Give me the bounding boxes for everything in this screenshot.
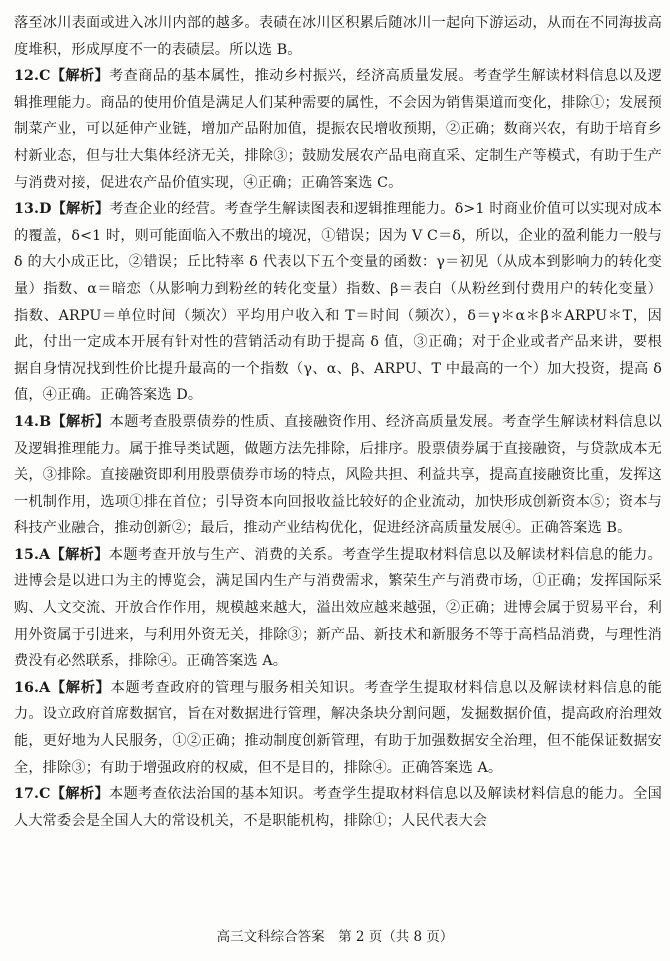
item-tag: 【解析】 (51, 201, 110, 218)
item-text: 本题考查股票债券的性质、直接融资作用、经济高质量发展。考查学生解读材料信息以及逻辑推理能力。属于推导类试题，做题方法先排除，后排序。股票债券属于直接融资，与贷款成本无关，③排除。直接融资即利用股票债券市场的特点，风险共担、利益共享，提高直接融资比重，发挥这一机制作用，选项①排在首位；引导资本向回报收益比较好的企业流动，加快形成创新资本⑤；资本与科技产业融合，推动创新②；最后，推动产业结构优化，促进经济高质量发展④。正确答案选 B。 (14, 413, 663, 537)
answer-item-13 (14, 196, 662, 409)
item-number: 16. (14, 679, 40, 696)
answer-item-14 (14, 409, 662, 542)
item-answer: B (39, 413, 52, 430)
item-text: 本题考查依法治国的基本知识。考查学生提取材料信息以及解读材料信息的能力。全国人大常委会是全国人大的常设机关，不是职能机构，排除①；人民代表大会 (14, 786, 662, 829)
item-text: 考查企业的经营。考查学生解读图表和逻辑推理能力。δ>1 时商业价值可以实现对成本的覆盖，δ<1 时，则可能面临入不敷出的境况，①错误；因为 V C＝δ，所以，企业的盈利能力一般与 δ 的大小成正比，②错误；丘比特率 δ 代表以下五个变量的函数：γ＝初见（从成本到影响力的转化变量）指数、α＝暗恋（从影响力到粉丝的转化变量）指数、β＝表白（从粉丝到付费用户的转化变量）指数、ARPU＝单位时间（频次）平均用户收入和 T＝时间（频次），δ＝γ＊α＊β＊ARPU＊T，因此，付出一定成本开展有针对性的营销活动有助于提高 δ 值，③正确；对于企业或者产品来讲，要根据自身情况找到性价比提升最高的一个指数（γ、α、β、ARPU、T 中最高的一个）加大投资，提高 δ 值，④正确。正确答案选 D。 (14, 201, 662, 404)
answer-content (14, 10, 662, 834)
answer-item-12 (14, 63, 662, 196)
item-answer: C (39, 786, 51, 803)
item-tag: 【解析】 (50, 679, 111, 696)
item-answer: C (39, 68, 51, 85)
item-tag: 【解析】 (51, 413, 110, 430)
item-answer: A (39, 546, 51, 563)
answer-item-17 (14, 781, 662, 834)
page-footer: 高三文科综合答案 第 2 页（共 8 页） (216, 929, 454, 945)
item-number: 13. (14, 201, 40, 218)
item-number: 15. (14, 546, 40, 563)
item-tag: 【解析】 (50, 68, 110, 85)
item-text: 考查商品的基本属性，推动乡村振兴，经济高质量发展。考查学生解读材料信息以及逻辑推理能力。商品的使用价值是满足人们某种需要的属性，不会因为销售渠道而变化，排除①；发展预制菜产业，可以延伸产业链，增加产品附加值，提振农民增收预期，②正确；数商兴农，有助于培育乡村新业态，但与壮大集体经济无关，排除③；鼓励发展农产品电商直采、定制生产等模式，有助于生产与消费对接，促进农产品价值实现，④正确；正确答案选 C。 (14, 68, 662, 191)
item-answer: D (39, 201, 52, 218)
item-tag: 【解析】 (50, 786, 110, 803)
item-answer: A (39, 679, 51, 696)
item-text: 本题考查政府的管理与服务相关知识。考查学生提取材料信息以及解读材料信息的能力。设立政府首席数据官，旨在对数据进行管理，解决条块分割问题，发掘数据价值，提高政府治理效能，更好地为人民服务，①②正确；推动制度创新管理，有助于加强数据安全治理，但不能保证数据安全，排除③；有助于增强政府的权威，但不是目的，排除④。正确答案选 A。 (14, 679, 662, 776)
item-text: 本题考查开放与生产、消费的关系。考查学生提取材料信息以及解读材料信息的能力。进博会是以进口为主的博览会，满足国内生产与消费需求，繁荣生产与消费市场，①正确；发挥国际采购、人文交流、开放合作作用，规模越来越大，溢出效应越来越强，②正确；进博会属于贸易平台，利用外资属于引进来，与利用外资无关，排除③；新产品、新技术和新服务不等于高档品消费，与理性消费没有必然联系，排除④。正确答案选 A。 (14, 546, 662, 670)
answer-item-16 (14, 675, 662, 781)
item-number: 12. (14, 68, 40, 85)
item-tag: 【解析】 (50, 546, 109, 563)
answer-item-15 (14, 542, 662, 675)
item-number: 14. (14, 413, 40, 430)
intro-paragraph: 落至冰川表面或进入冰川内部的越多。表碛在冰川区积累后随冰川一起向下游运动，从而在不同海拔高度堆积，形成厚度不一的表碛层。所以选 B。 (14, 15, 662, 58)
item-number: 17. (14, 786, 40, 803)
